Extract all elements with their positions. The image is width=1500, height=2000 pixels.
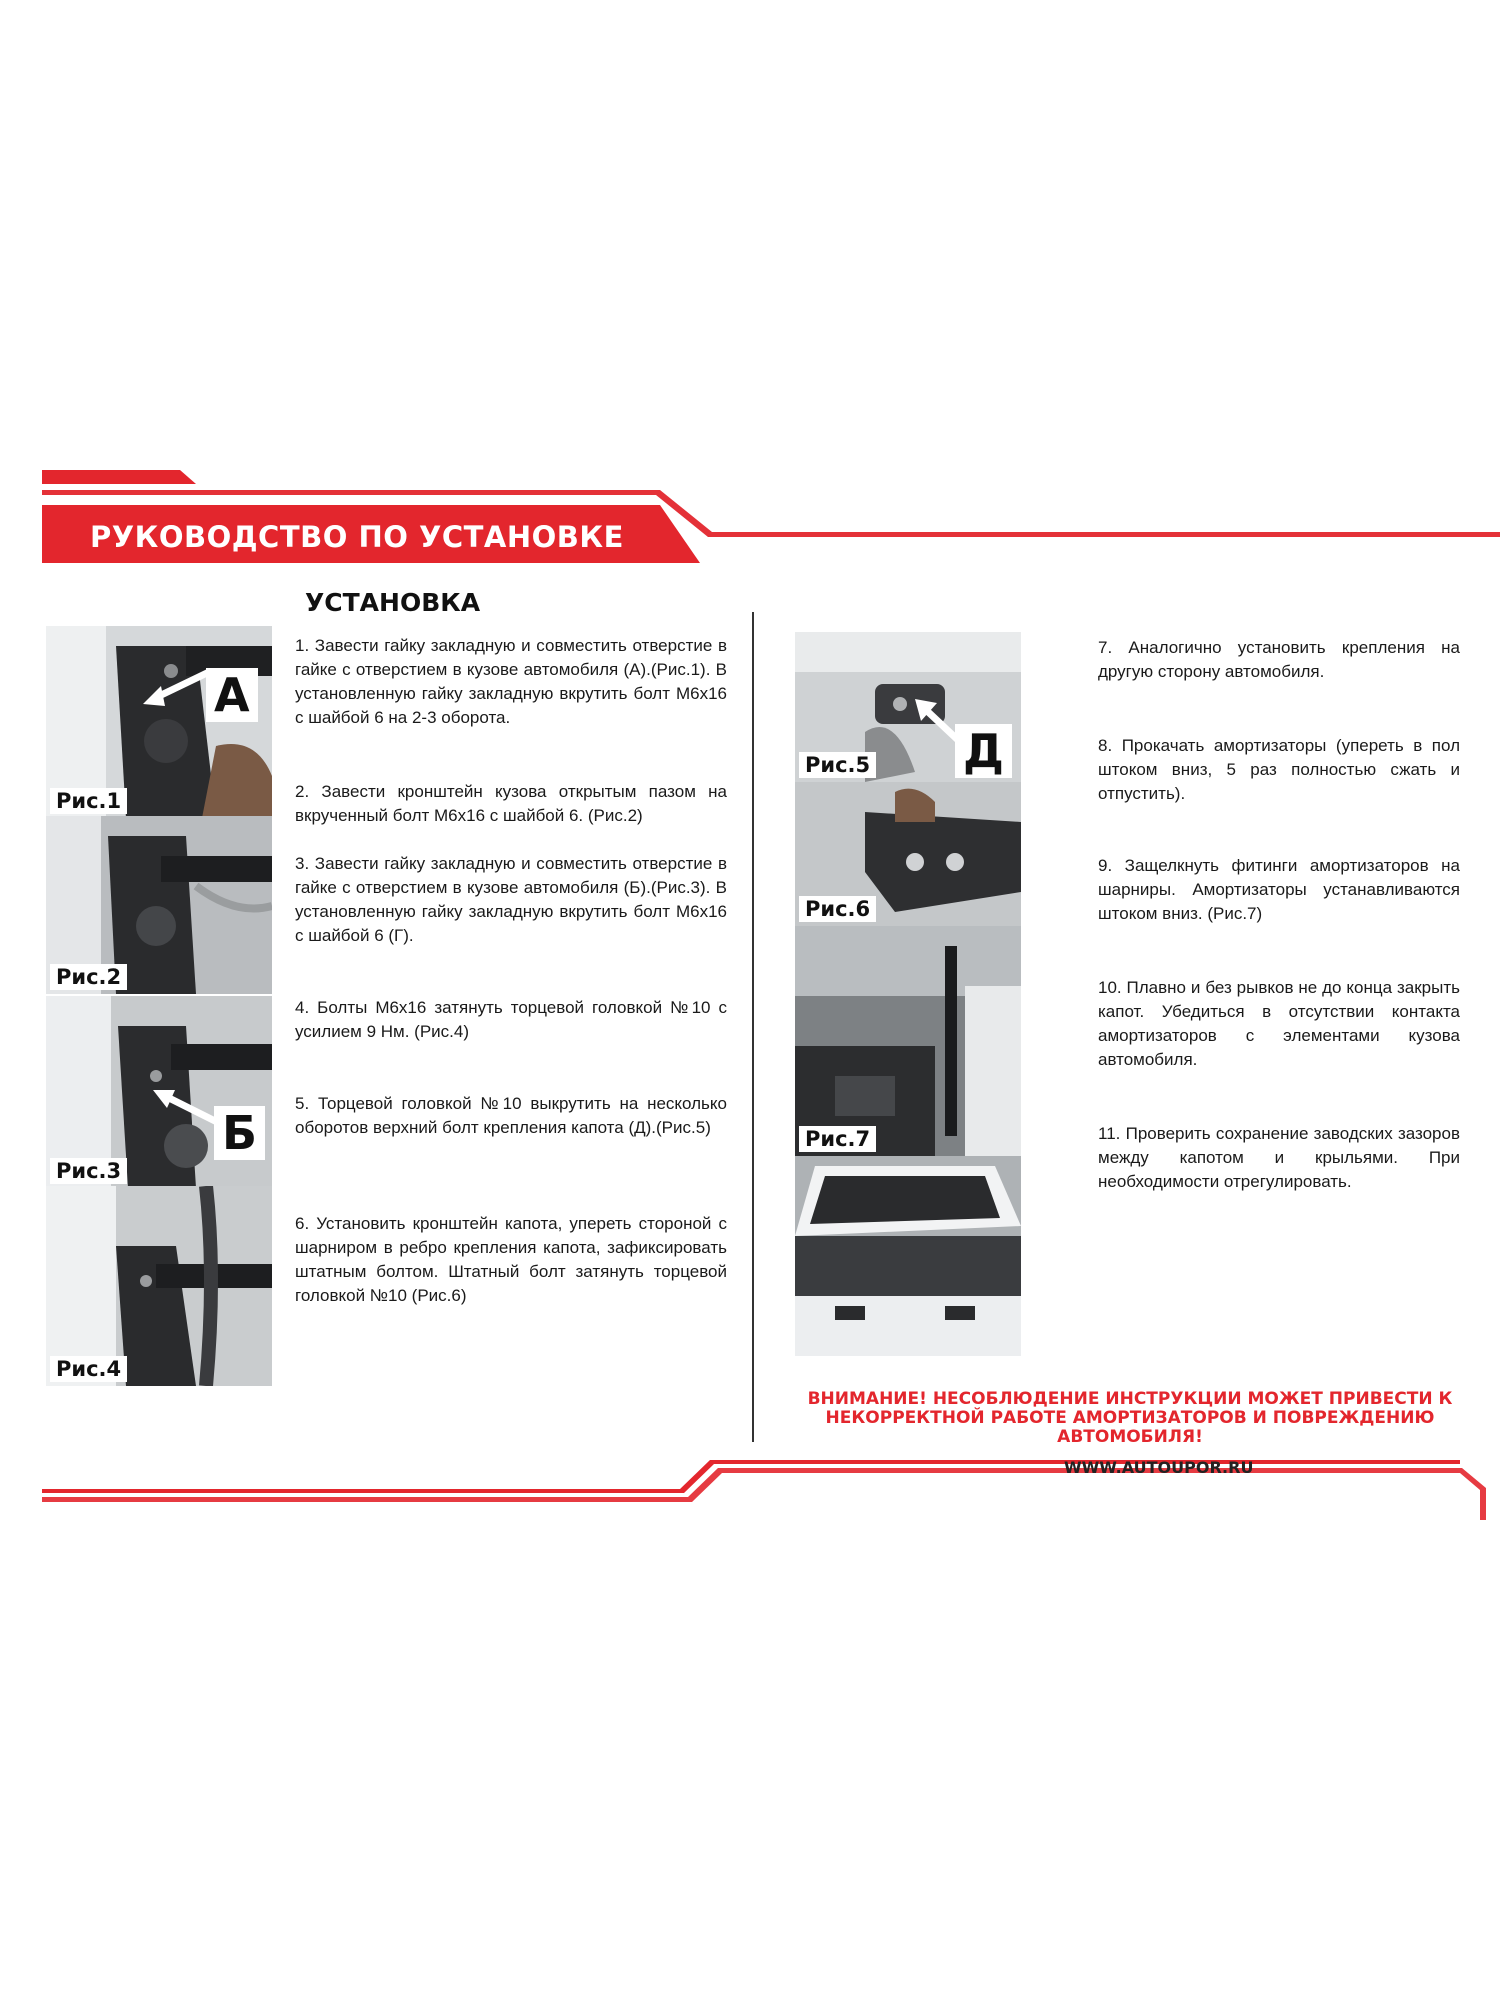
step-2: 2. Завести кронштейн кузова открытым пазом на вкрученный болт М6х16 с шайбой 6. (Рис.2) xyxy=(295,782,727,825)
figure-5-caption: Рис.5 xyxy=(799,752,876,778)
marker-b: Б xyxy=(214,1106,265,1160)
figure-3-photo xyxy=(46,996,272,1188)
figure-4-photo xyxy=(46,1186,272,1386)
figure-3-caption: Рис.3 xyxy=(50,1158,127,1184)
step-7: 7. Аналогично установить крепления на другую сторону автомобиля. xyxy=(1098,638,1460,681)
warning-text: ВНИМАНИЕ! НЕСОБЛЮДЕНИЕ ИНСТРУКЦИИ МОЖЕТ ПРИВЕСТИ К НЕКОРРЕКТНОЙ РАБОТЕ АМОРТИЗАТОРОВ И ПОВРЕЖДЕНИЮ АВТОМОБИЛЯ! xyxy=(807,1389,1453,1447)
figure-1-photo xyxy=(46,626,272,818)
website-link[interactable]: WWW.AUTOUPOR.RU xyxy=(1064,1458,1254,1477)
marker-a: А xyxy=(206,668,258,722)
figure-1-caption: Рис.1 xyxy=(50,788,127,814)
step-11: 11. Проверить сохранение заводских зазоров между капотом и крыльями. При необходимости отрегулировать. xyxy=(1098,1124,1460,1191)
step-3: 3. Завести гайку закладную и совместить отверстие в гайке с отверстием в кузове автомобиля (Б).(Рис.3). В установленную гайку закладную вкрутить болт М6х16 с шайбой 6 (Г). xyxy=(295,854,727,945)
step-1: 1. Завести гайку закладную и совместить отверстие в гайке с отверстием в кузове автомобиля (А).(Рис.1). В установленную гайку закладную вкрутить болт М6х16 с шайбой 6 на 2-3 оборота. xyxy=(295,636,727,727)
banner-title: РУКОВОДСТВО ПО УСТАНОВКЕ xyxy=(90,520,624,554)
figure-7-caption: Рис.7 xyxy=(799,1126,876,1152)
step-8: 8. Прокачать амортизаторы (упереть в пол штоком вниз, 5 раз полностью сжать и отпустить). xyxy=(1098,736,1460,803)
column-divider xyxy=(752,612,754,1442)
figure-6-photo xyxy=(795,782,1021,926)
figure-5-photo xyxy=(795,632,1021,782)
figure-7-photo xyxy=(795,926,1021,1156)
arrow-icon xyxy=(151,1086,221,1126)
figure-4-caption: Рис.4 xyxy=(50,1356,127,1382)
arrow-icon xyxy=(141,668,211,708)
step-6: 6. Установить кронштейн капота, упереть стороной с шарниром в ребро крепления капота, зафиксировать штатным болтом. Штатный болт затянуть торцевой головкой №10 (Рис.6) xyxy=(295,1214,727,1305)
figure-6-caption: Рис.6 xyxy=(799,896,876,922)
car-hood-photo xyxy=(795,1156,1021,1356)
step-5: 5. Торцевой головкой №10 выкрутить на несколько оборотов верхний болт крепления капота (Д).(Рис.5) xyxy=(295,1094,727,1137)
step-4: 4. Болты М6х16 затянуть торцевой головкой №10 с усилием 9 Нм. (Рис.4) xyxy=(295,998,727,1041)
step-9: 9. Защелкнуть фитинги амортизаторов на шарниры. Амортизаторы устанавливаются штоком вниз. (Рис.7) xyxy=(1098,856,1460,923)
footer-lines xyxy=(0,1440,1500,1520)
step-10: 10. Плавно и без рывков не до конца закрыть капот. Убедиться в отсутствии контакта амортизаторов с элементами кузова автомобиля. xyxy=(1098,978,1460,1069)
marker-d: Д xyxy=(955,724,1012,778)
figure-2-photo xyxy=(46,816,272,994)
figure-2-caption: Рис.2 xyxy=(50,964,127,990)
section-title: УСТАНОВКА xyxy=(305,588,481,617)
